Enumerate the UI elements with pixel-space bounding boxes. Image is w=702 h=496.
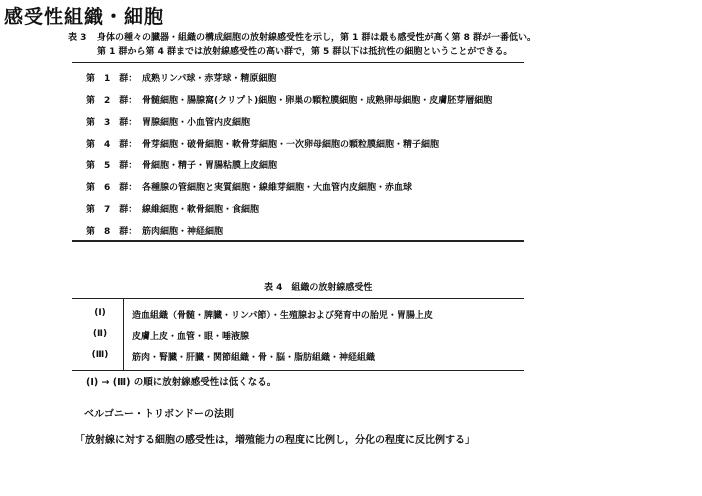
table4-top-rule [72,298,524,299]
table3-row [86,93,492,106]
table3-caption-line2: 第 1 群から第 4 群までは放射線感受性の高い群で，第 5 群以下は抵抗性の細胞ということができる。 [97,47,513,57]
group-label: 第 3 群： [86,118,138,128]
law-title: ベルゴニー・トリボンドーの法則 [84,409,234,420]
group-label: 第 5 群： [86,161,138,171]
table3-row [86,180,412,193]
table3-row [86,202,259,215]
table4-note: (Ⅰ) → (Ⅲ) の順に放射線感受性は低くなる。 [86,377,277,388]
page-title: 感受性組織・細胞 [4,6,165,28]
group-text: 胃腺細胞・小血管内皮細胞 [142,118,251,128]
table3-row [86,71,276,84]
group-text: 骨芽細胞・破骨細胞・軟骨芽細胞・一次卵母細胞の顆粒膜細胞・精子細胞 [142,140,440,150]
table4-bottom-rule [72,370,524,371]
table3-label: 表 3 [68,33,87,43]
group-text: 骨細胞・精子・胃腸粘膜上皮細胞 [142,161,278,171]
table4-row-text: 筋肉・腎臓・肝臓・関節組織・骨・脳・脂肪組織・神経組織 [132,353,376,363]
table3-row [86,158,277,171]
group-label: 第 4 群： [86,140,138,150]
group-text: 骨髄細胞・腸腺窩(クリプト)細胞・卵巣の顆粒膜細胞・成熟卵母細胞・皮膚胚芽層細胞 [142,96,493,106]
table4-row-number: (Ⅲ) [91,350,109,360]
group-label: 第 7 群： [86,205,138,215]
table3-bottom-rule [72,240,524,242]
group-label: 第 1 群： [86,74,138,84]
group-label: 第 6 群： [86,183,138,193]
group-label: 第 8 群： [86,227,138,237]
law-quote: 「放射線に対する細胞の感受性は，増殖能力の程度に比例し，分化の程度に反比例する」 [75,435,475,446]
table4-divider [123,298,124,370]
table4-caption: 表 4 組織の放射線感受性 [264,283,373,293]
table4-row-text: 造血組織（骨髄・脾臓・リンパ節）・生殖腺および発育中の胎児・胃腸上皮 [132,311,433,321]
table4-row-number: (Ⅱ) [92,329,108,339]
table3-top-rule [72,62,524,63]
table4-row-text: 皮膚上皮・血管・眼・唾液腺 [132,332,250,342]
group-text: 成熟リンパ球・赤芽球・精原細胞 [142,74,277,84]
table3-caption-line1: 身体の種々の臓器・組織の構成細胞の放射線感受性を示し，第 1 群は最も感受性が高く第 8 群が一番低い。 [97,33,537,43]
group-text: 筋肉細胞・神経細胞 [142,227,224,237]
table4-row-number: (Ⅰ) [94,308,106,318]
group-text: 線維細胞・軟骨細胞・食細胞 [142,205,260,215]
group-label: 第 2 群： [86,96,138,106]
group-text: 各種腺の管細胞と実質細胞・線維芽細胞・大血管内皮細胞・赤血球 [142,183,413,193]
table3-row [86,115,250,128]
table3-row [86,224,223,237]
table3-row [86,137,439,150]
